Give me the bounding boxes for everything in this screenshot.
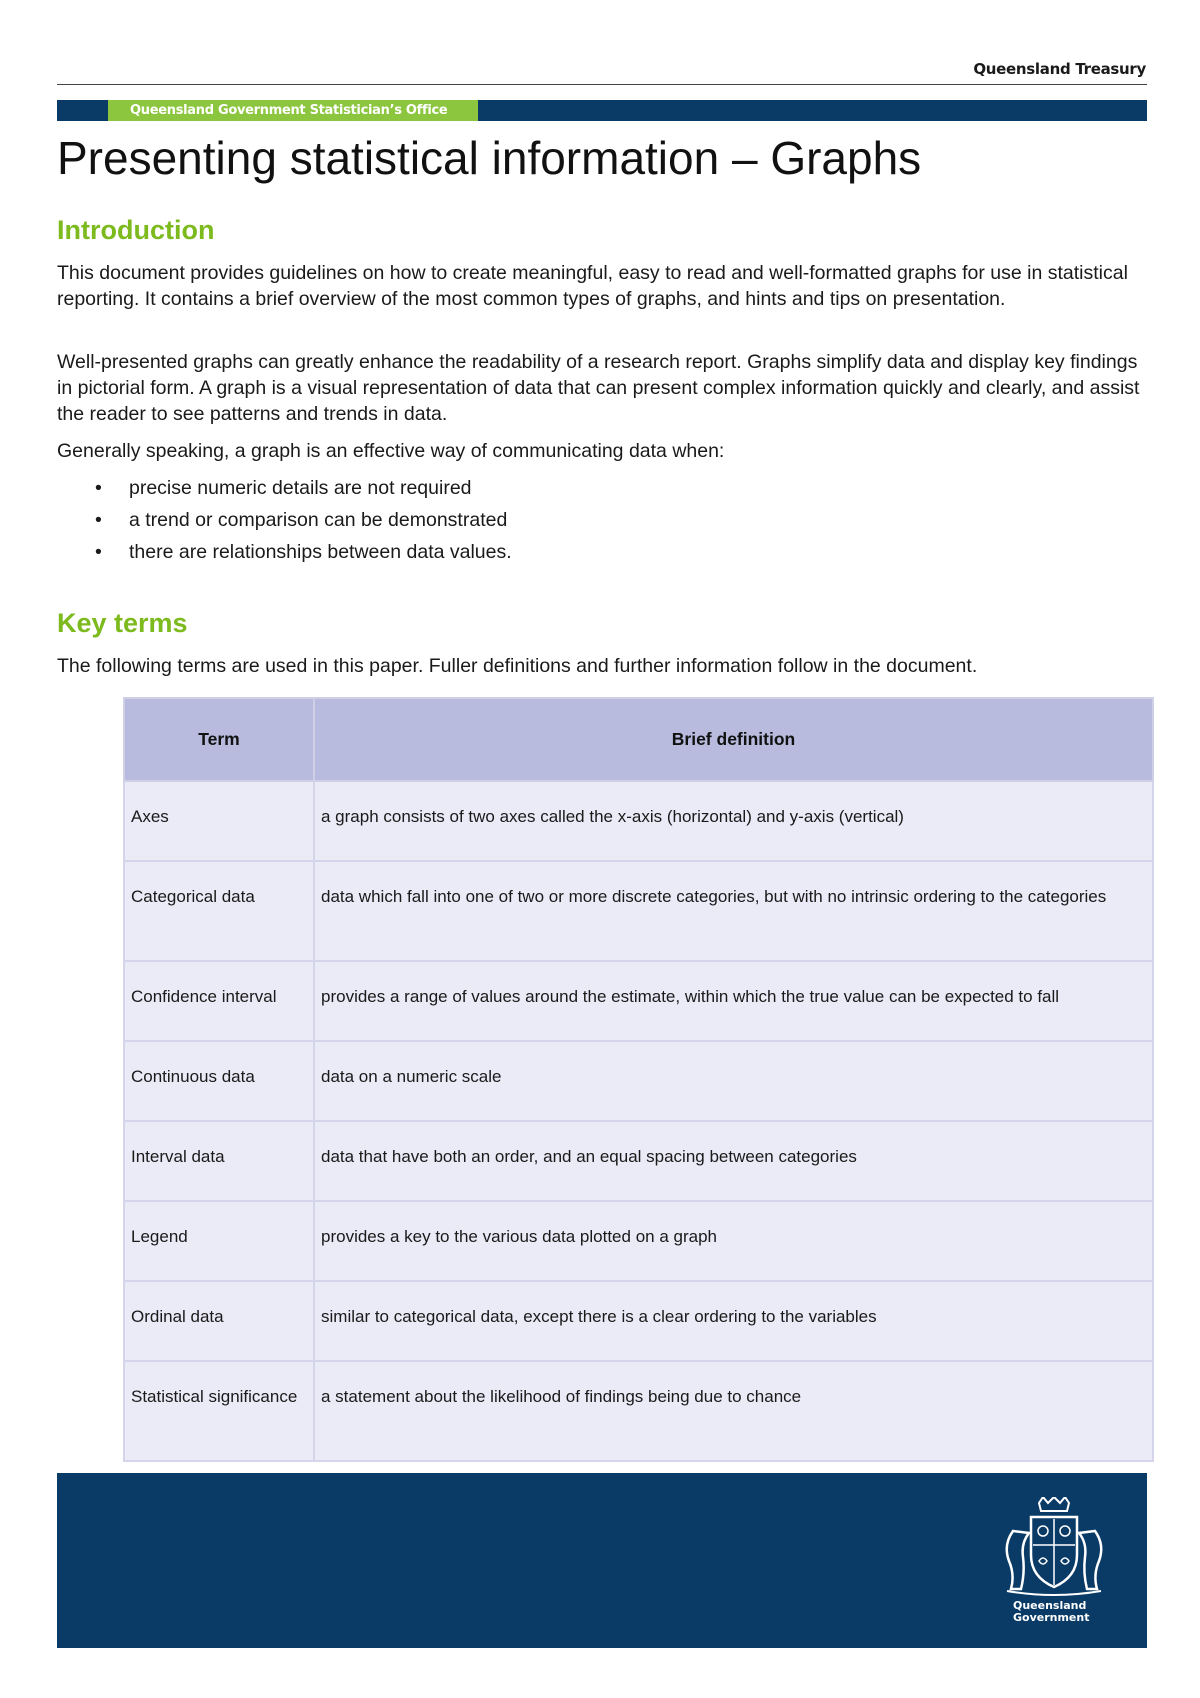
table-row <box>124 1201 1153 1281</box>
term-cell: Legend <box>124 1201 314 1281</box>
bullet-text: a trend or comparison can be demonstrated <box>129 509 508 531</box>
table-row <box>124 1041 1153 1121</box>
bullet-icon: • <box>95 541 102 563</box>
logo-text-line-1: Queensland <box>1013 1599 1087 1612</box>
definition-cell: a statement about the likelihood of findings being due to chance <box>314 1361 1153 1461</box>
office-name-tag: Queensland Government Statistician’s Office <box>108 100 478 121</box>
key-terms-table <box>123 697 1154 1462</box>
definition-cell: provides a range of values around the estimate, within which the true value can be expected to fall <box>314 961 1153 1041</box>
intro-paragraph-3: Generally speaking, a graph is an effective way of communicating data when: <box>57 440 725 462</box>
key-terms-heading: Key terms <box>57 608 188 638</box>
intro-paragraph-1: This document provides guidelines on how to create meaningful, easy to read and well-formatted graphs for use in statistical reporting. It contains a brief overview of the most common types of graphs, and hints and tips on presentation. <box>57 262 1128 310</box>
intro-bullet-list <box>57 472 512 568</box>
column-header-definition: Brief definition <box>314 698 1153 781</box>
bullet-icon: • <box>95 477 102 499</box>
table-row <box>124 1121 1153 1201</box>
table-row <box>124 861 1153 961</box>
table-row <box>124 781 1153 861</box>
column-header-term: Term <box>124 698 314 781</box>
logo-text-line-2: Government <box>1013 1611 1090 1622</box>
definition-cell: provides a key to the various data plotted on a graph <box>314 1201 1153 1281</box>
bullet-icon: • <box>95 509 102 531</box>
definition-cell: data on a numeric scale <box>314 1041 1153 1121</box>
list-item <box>57 536 512 568</box>
header-rule <box>57 84 1147 85</box>
bullet-text: there are relationships between data values. <box>129 541 512 563</box>
table-row <box>124 1281 1153 1361</box>
page-title: Presenting statistical information – Graphs <box>57 132 922 184</box>
intro-heading: Introduction <box>57 215 215 245</box>
table-row <box>124 961 1153 1041</box>
term-cell: Continuous data <box>124 1041 314 1121</box>
definition-cell: similar to categorical data, except there is a clear ordering to the variables <box>314 1281 1153 1361</box>
key-terms-intro: The following terms are used in this paper. Fuller definitions and further information follow in the document. <box>57 655 978 677</box>
header-org-name: Queensland Treasury <box>973 60 1146 78</box>
table-header-row <box>124 698 1153 781</box>
intro-paragraph-2: Well-presented graphs can greatly enhance the readability of a research report. Graphs simplify data and display key findings in pictorial form. A graph is a visual representation of data that can present complex information quickly and clearly, and assist the reader to see patterns and trends in data. <box>57 351 1140 425</box>
definition-cell: a graph consists of two axes called the x-axis (horizontal) and y-axis (vertical) <box>314 781 1153 861</box>
table-row <box>124 1361 1153 1461</box>
term-cell: Interval data <box>124 1121 314 1201</box>
definition-cell: data which fall into one of two or more discrete categories, but with no intrinsic ordering to the categories <box>314 861 1153 961</box>
list-item <box>57 504 512 536</box>
footer-banner <box>57 1473 1147 1648</box>
term-cell: Categorical data <box>124 861 314 961</box>
term-cell: Confidence interval <box>124 961 314 1041</box>
term-cell: Statistical significance <box>124 1361 314 1461</box>
term-cell: Axes <box>124 781 314 861</box>
bullet-text: precise numeric details are not required <box>129 477 472 499</box>
definition-cell: data that have both an order, and an equal spacing between categories <box>314 1121 1153 1201</box>
queensland-government-crest-icon <box>999 1497 1109 1622</box>
list-item <box>57 472 512 504</box>
term-cell: Ordinal data <box>124 1281 314 1361</box>
